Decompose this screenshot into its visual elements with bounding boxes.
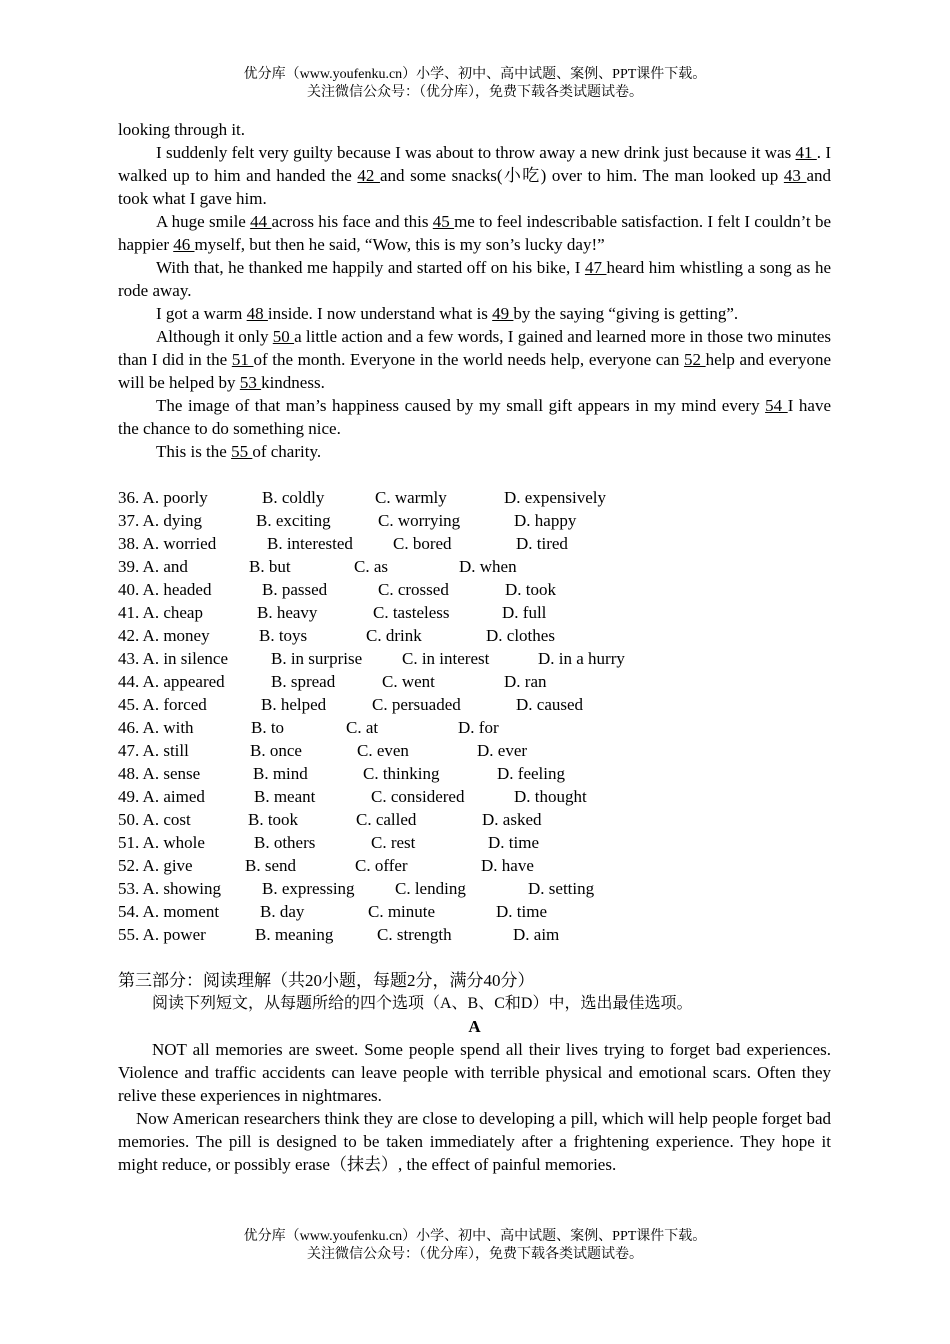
reading-paragraph-1: NOT all memories are sweet. Some people spend all their lives trying to forget bad experiences. Violence and traffic accidents can leave people with terrible physical and emotional scars. Often they relive these experiences in nightmares. <box>118 1040 831 1105</box>
blank-43: 43 <box>783 166 807 185</box>
blank-52: 52 <box>683 350 706 369</box>
option-row: 42. A. money B. toys C. drink D. clothes <box>118 626 555 645</box>
option-row: 49. A. aimed B. meant C. considered D. thought <box>118 787 587 806</box>
blank-47: 47 <box>584 258 607 277</box>
blank-50: 50 <box>272 327 295 346</box>
section-title: 第三部分：阅读理解（共20小题，每题2分，满分40分） <box>118 971 535 990</box>
header-line-1: 优分库（www.youfenku.cn）小学、初中、高中试题、案例、PPT课件下载。 <box>243 67 707 82</box>
option-row: 43. A. in silence B. in surprise C. in interest D. in a hurry <box>118 649 625 668</box>
passage-paragraph-5: Although it only 50 a little action and a few words, I gained and learned more in those two minutes than I did in the 51 of the month. Everyone in the world needs help, everyone can 52 help and everyone will be helped by 53 kindness. <box>118 327 832 392</box>
passage-line-0: looking through it. <box>118 120 246 139</box>
header-line-2: 关注微信公众号：（优分库），免费下载各类试题试卷。 <box>307 85 643 100</box>
passage-paragraph-4: I got a warm 48 inside. I now understand what is 49 by the saying “giving is getting”. <box>156 304 739 323</box>
section-instruction: 阅读下列短文，从每题所给的四个选项（A、B、C和D）中，选出最佳选项。 <box>152 995 693 1012</box>
passage-paragraph-7: This is the 55 of charity. <box>156 442 322 461</box>
blank-51: 51 <box>231 350 254 369</box>
reading-paragraph-2: Now American researchers think they are close to developing a pill, which will help people forget bad memories. The pill is designed to be taken immediately after a frightening experience. They hope it might reduce, or possibly erase（抹去）, the effect of painful memories. <box>118 1109 831 1174</box>
footer-line-1: 优分库（www.youfenku.cn）小学、初中、高中试题、案例、PPT课件下载。 <box>243 1229 707 1244</box>
blank-53: 53 <box>239 373 262 392</box>
page-footer <box>0 1228 950 1264</box>
option-row: 46. A. with B. to C. at D. for <box>118 718 499 737</box>
option-row: 54. A. moment B. day C. minute D. time <box>118 902 547 921</box>
option-row: 47. A. still B. once C. even D. ever <box>118 741 528 760</box>
section-3 <box>118 969 831 1176</box>
blank-41: 41 <box>795 143 817 162</box>
passage-label: A <box>468 1017 481 1036</box>
option-row: 53. A. showing B. expressing C. lending D. setting <box>118 879 595 898</box>
footer-line-2: 关注微信公众号：（优分库），免费下载各类试题试卷。 <box>307 1247 643 1262</box>
option-row: 51. A. whole B. others C. rest D. time <box>118 833 539 852</box>
page-content <box>118 118 831 1176</box>
option-row: 44. A. appeared B. spread C. went D. ran <box>118 672 547 691</box>
option-row: 50. A. cost B. took C. called D. asked <box>118 810 542 829</box>
option-row: 55. A. power B. meaning C. strength D. aim <box>118 925 560 944</box>
blank-49: 49 <box>492 304 514 323</box>
passage-paragraph-1: I suddenly felt very guilty because I was about to throw away a new drink just because it was 41 . I walked up to him and handed the 42 and some snacks(小吃) over to him. The man looked up 43 and took what I gave him. <box>118 143 832 208</box>
passage-paragraph-2: A huge smile 44 across his face and this 45 me to feel indescribable satisfaction. I felt I couldn’t be happier 46 myself, but then he said, “Wow, this is my son’s lucky day!” <box>118 212 832 254</box>
option-row: 45. A. forced B. helped C. persuaded D. caused <box>118 695 584 714</box>
passage-paragraph-3: With that, he thanked me happily and started off on his bike, I 47 heard him whistling a song as he rode away. <box>118 258 831 300</box>
blank-45: 45 <box>432 212 455 231</box>
page-header <box>0 66 950 102</box>
blank-42: 42 <box>357 166 380 185</box>
option-row: 37. A. dying B. exciting C. worrying D. happy <box>118 511 577 530</box>
option-row: 41. A. cheap B. heavy C. tasteless D. full <box>118 603 547 622</box>
passage-paragraph-6: The image of that man’s happiness caused by my small gift appears in my mind every 54 I have the chance to do something nice. <box>118 396 831 438</box>
blank-44: 44 <box>250 212 272 231</box>
blank-46: 46 <box>173 235 195 254</box>
blank-48: 48 <box>246 304 268 323</box>
option-row: 48. A. sense B. mind C. thinking D. feeling <box>118 764 565 783</box>
option-row: 39. A. and B. but C. as D. when <box>118 557 517 576</box>
option-row: 38. A. worried B. interested C. bored D. tired <box>118 534 568 553</box>
option-row: 40. A. headed B. passed C. crossed D. took <box>118 580 556 599</box>
blank-54: 54 <box>765 396 788 415</box>
options-list <box>118 486 831 946</box>
option-row: 36. A. poorly B. coldly C. warmly D. expensively <box>118 488 606 507</box>
blank-55: 55 <box>231 442 253 461</box>
option-row: 52. A. give B. send C. offer D. have <box>118 856 534 875</box>
